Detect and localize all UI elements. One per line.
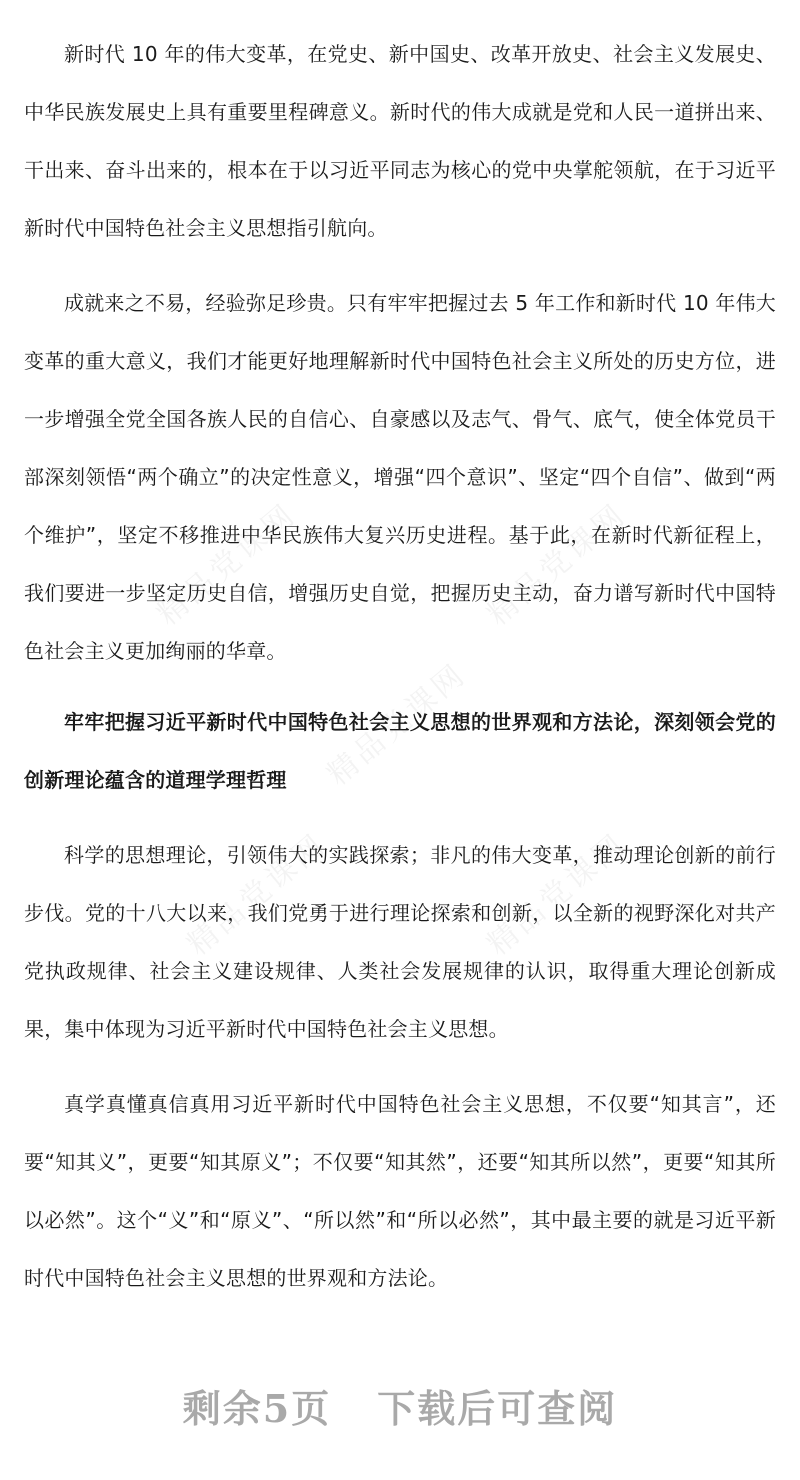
watermark: 精品党课网 xyxy=(150,496,304,633)
watermark: 精品党课网 xyxy=(480,496,634,633)
paragraph-4: 真学真懂真信真用习近平新时代中国特色社会主义思想，不仅要“知其言”，还要“知其义”，更要“知其原义”；不仅要“知其然”，还要“知其所以然”，更要“知其所以必然”。这个“义”和“原义”、“所以然”和“所以必然”，其中最主要的就是习近平新时代中国特色社会主义思想的世界观和方法论。 xyxy=(24,1092,776,1290)
download-to-view-label: 下载后可查阅 xyxy=(377,1386,618,1431)
remaining-pages-label: 剩余5页 xyxy=(182,1386,332,1431)
paragraph-3: 科学的思想理论，引领伟大的实践探索；非凡的伟大变革，推动理论创新的前行步伐。党的十八大以来，我们党勇于进行理论探索和创新，以全新的视野深化对共产党执政规律、社会主义建设规律、人类社会发展规律的认识，取得重大理论创新成果，集中体现为习近平新时代中国特色社会主义思想。 xyxy=(24,843,776,1041)
download-prompt[interactable] xyxy=(0,1378,800,1433)
paragraph-2: 成就来之不易，经验弥足珍贵。只有牢牢把握过去 5 年工作和新时代 10 年伟大变革的重大意义，我们才能更好地理解新时代中国特色社会主义所处的历史方位，进一步增强全党全国各族人民的自信心、自豪感以及志气、骨气、底气，使全体党员干部深刻领悟“两个确立”的决定性意义，增强“四个意识”、坚定“四个自信”、做到“两个维护”，坚定不移推进中华民族伟大复兴历史进程。基于此，在新时代新征程上，我们要进一步坚定历史自信，增强历史自觉，把握历史主动，奋力谱写新时代中国特色社会主义更加绚丽的华章。 xyxy=(24,291,776,663)
section-heading: 牢牢把握习近平新时代中国特色社会主义思想的世界观和方法论，深刻领会党的创新理论蕴含的道理学理哲理 xyxy=(24,710,776,792)
watermark: 精品党课网 xyxy=(180,826,334,963)
watermark: 精品党课网 xyxy=(480,826,634,963)
paragraph-1: 新时代 10 年的伟大变革，在党史、新中国史、改革开放史、社会主义发展史、中华民族发展史上具有重要里程碑意义。新时代的伟大成就是党和人民一道拼出来、干出来、奋斗出来的，根本在于以习近平同志为核心的党中央掌舵领航，在于习近平新时代中国特色社会主义思想指引航向。 xyxy=(24,42,776,240)
watermark: 精品党课网 xyxy=(320,656,474,793)
